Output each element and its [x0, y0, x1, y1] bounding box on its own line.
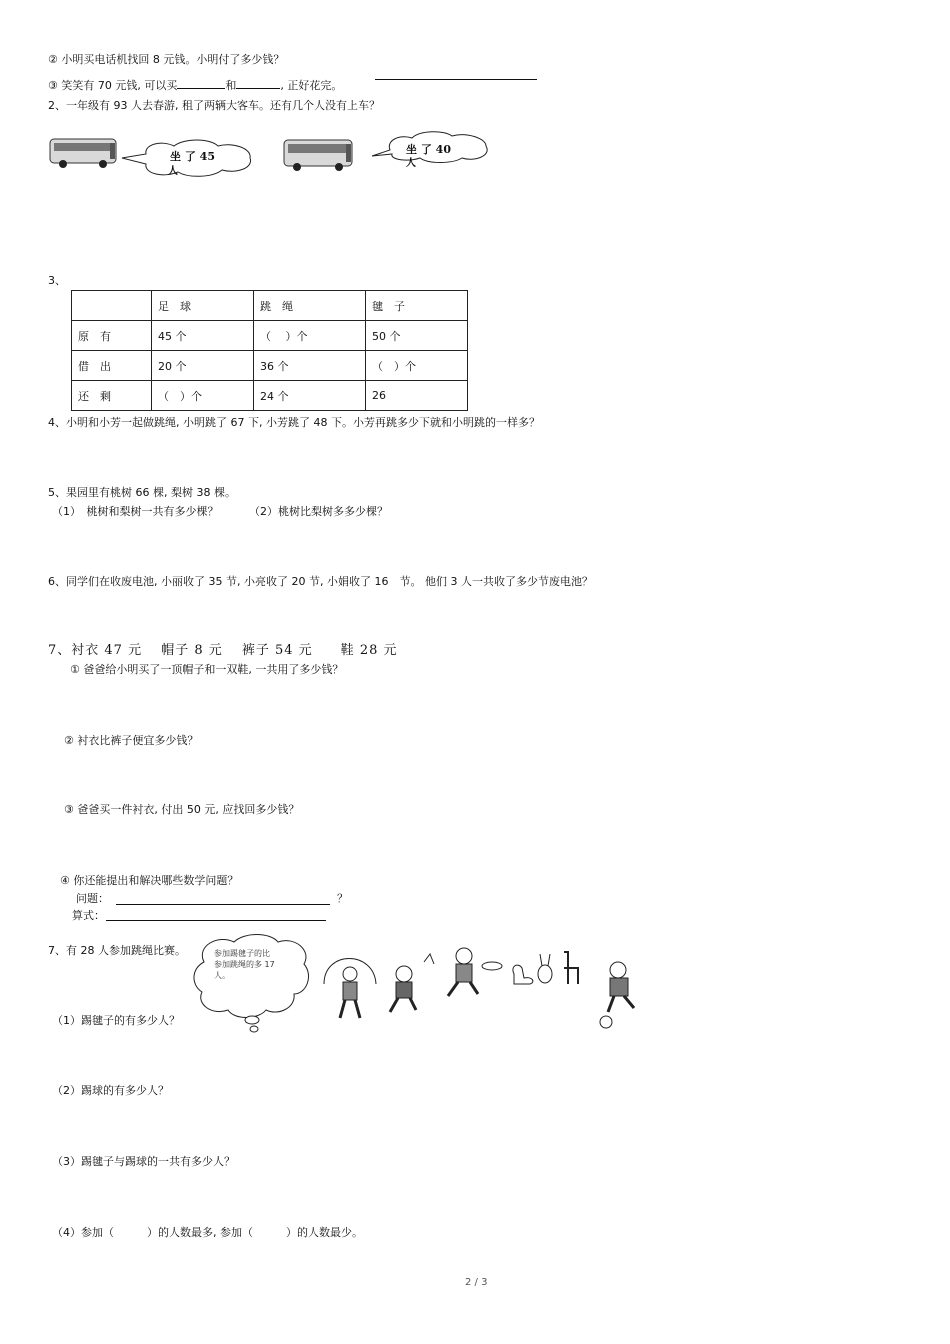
- q7-sub-4: ④ 你还能提出和解决哪些数学问题？: [60, 874, 239, 887]
- table-cell[interactable]: （ ）个: [366, 351, 468, 381]
- answer-line[interactable]: [375, 79, 537, 80]
- q7-sub-2: ② 衬衣比裤子便宜多少钱？: [64, 734, 199, 747]
- q7b-sub-1: （1）踢毽子的有多少人？: [52, 1014, 180, 1027]
- question-row: [76, 892, 109, 906]
- q2-title: 2、一年级有 93 人去春游, 租了两辆大客车。还有几个人没有上车？: [48, 99, 380, 112]
- frisbee-child-icon: [448, 948, 502, 996]
- bubble-2-text: 坐 了 40: [406, 143, 451, 156]
- q1-line-3-end: , 正好花完。: [280, 79, 343, 92]
- ball-kicking-child-icon: [600, 962, 634, 1028]
- q1-line-3-and: 和: [225, 79, 237, 92]
- question-label: 问题：: [76, 892, 109, 905]
- bubble-2-unit: 人: [406, 158, 416, 169]
- q7b-sub-4: （4）参加（ ）的人数最多, 参加（ ）的人数最少。: [52, 1226, 363, 1239]
- bus-icon: [48, 136, 123, 172]
- q7-price-list: 7、衬衣 47 元 帽子 8 元 裤子 54 元 鞋 28 元: [48, 643, 398, 658]
- cloud-line-3: 人。: [214, 971, 230, 980]
- table-row: [72, 321, 468, 351]
- table-header-cell: 跳 绳: [254, 291, 366, 321]
- table-cell[interactable]: （ ）个: [254, 321, 366, 351]
- question-answer-line[interactable]: [116, 904, 330, 905]
- page-number: 2 / 3: [465, 1277, 488, 1288]
- children-playing-illustration: [318, 944, 658, 1030]
- q7-sub-1: ① 爸爸给小明买了一顶帽子和一双鞋, 一共用了多少钱？: [70, 663, 344, 676]
- q7b-sub-3: （3）踢毽子与踢球的一共有多少人？: [52, 1155, 235, 1168]
- table-cell: 50 个: [366, 321, 468, 351]
- formula-label: 算式：: [72, 909, 105, 922]
- cloud-line-1: 参加踢毽子的比: [214, 949, 270, 958]
- table-header-row: [72, 291, 468, 321]
- bubble-1-unit: 人: [168, 166, 178, 177]
- table-cell: 24 个: [254, 381, 366, 411]
- q1-line-3-start: ③ 笑笑有 70 元钱, 可以买: [48, 79, 178, 92]
- q5-text: 5、果园里有桃树 66 棵, 梨树 38 棵。: [48, 486, 236, 499]
- question-mark: ？: [337, 892, 348, 905]
- rope-skipping-child-icon: [324, 959, 376, 1019]
- q5-sub-2: （2）桃树比梨树多多少棵？: [249, 505, 388, 518]
- table-cell[interactable]: （ ）个: [152, 381, 254, 411]
- table-cell: 26: [366, 381, 468, 411]
- q6-text: 6、同学们在收废电池, 小丽收了 35 节, 小亮收了 20 节, 小娟收了 16 节。 他们 3 人一共收了多少节废电池？: [48, 575, 593, 588]
- q7-sub-3: ③ 爸爸买一件衬衣, 付出 50 元, 应找回多少钱？: [64, 803, 300, 816]
- q1-line-3: [48, 77, 342, 93]
- shuttlecock-child-icon: [390, 954, 434, 1012]
- table-cell: 36 个: [254, 351, 366, 381]
- answer-blank[interactable]: [177, 77, 225, 89]
- stock-table: [71, 290, 468, 411]
- formula-answer-line[interactable]: [106, 920, 326, 921]
- q3-label: 3、: [48, 274, 66, 287]
- answer-blank[interactable]: [236, 77, 280, 89]
- toy-animals-icon: [513, 952, 578, 984]
- q1-line-2: ② 小明买电话机找回 8 元钱。小明付了多少钱？: [48, 53, 285, 66]
- table-cell: 20 个: [152, 351, 254, 381]
- table-row: [72, 381, 468, 411]
- table-header-cell: 毽 子: [366, 291, 468, 321]
- q4-text: 4、小明和小芳一起做跳绳, 小明跳了 67 下, 小芳跳了 48 下。小芳再跳多少下就和小明跳的一样多？: [48, 416, 540, 429]
- table-cell: 45 个: [152, 321, 254, 351]
- q5-sub-1: （1） 桃树和梨树一共有多少棵？: [52, 505, 219, 518]
- table-row: [72, 351, 468, 381]
- table-header-cell: 足 球: [152, 291, 254, 321]
- q7b-sub-2: （2）踢球的有多少人？: [52, 1084, 169, 1097]
- table-header-cell: [72, 291, 152, 321]
- table-cell: 借 出: [72, 351, 152, 381]
- q7b-title: 7、有 28 人参加跳绳比赛。: [48, 944, 186, 957]
- table-cell: 还 剩: [72, 381, 152, 411]
- table-cell: 原 有: [72, 321, 152, 351]
- bus-icon: [282, 136, 357, 176]
- bubble-1-text: 坐 了 45: [170, 150, 215, 163]
- cloud-line-2: 参加跳绳的多 17: [214, 960, 275, 969]
